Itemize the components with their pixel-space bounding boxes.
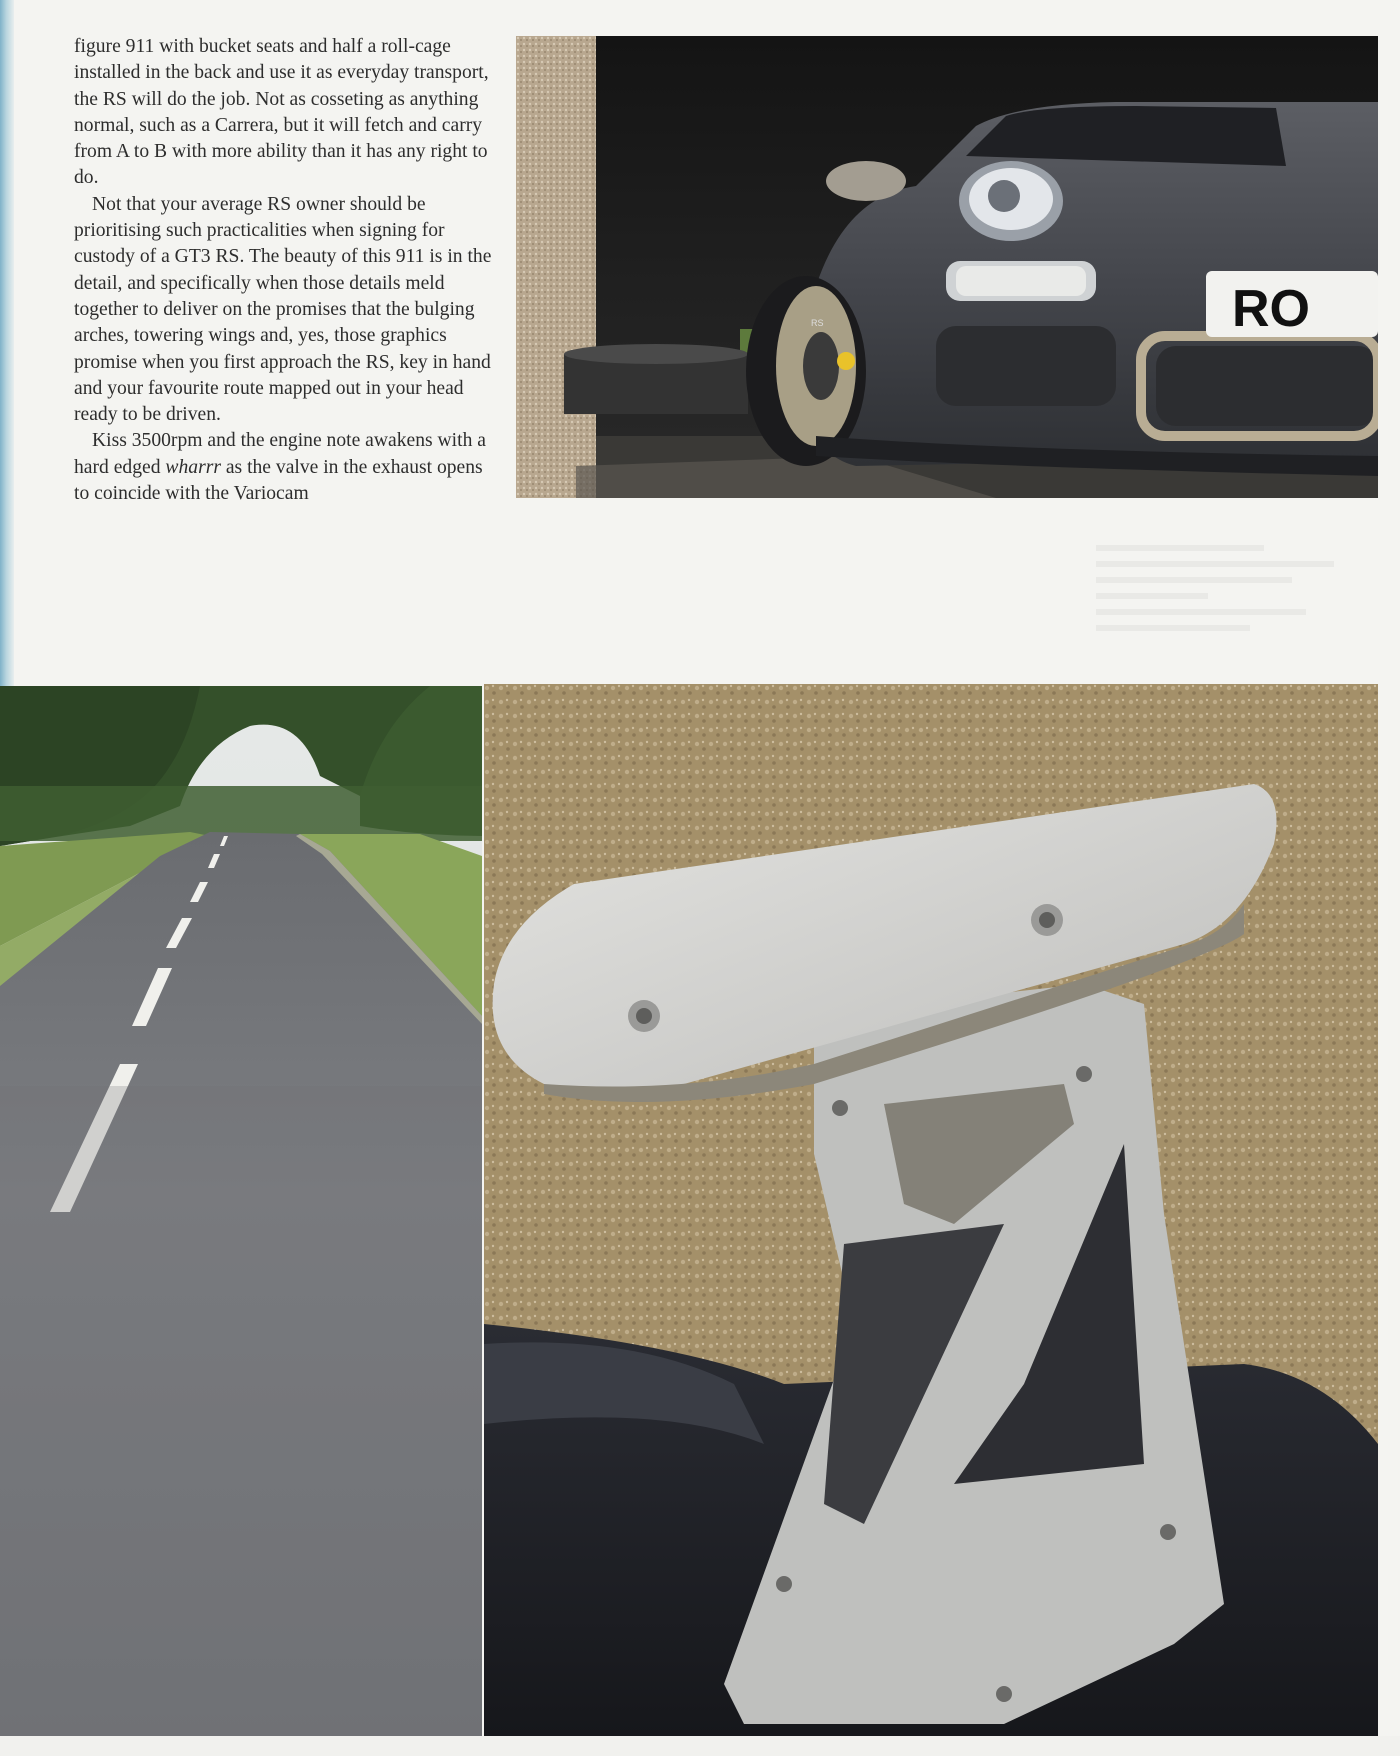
porsche-garage-image — [516, 36, 1378, 498]
article-paragraph-3 — [74, 428, 494, 507]
article-paragraph-1: figure 911 with bucket seats and half a roll-cage installed in the back and use it as everyday transport, the RS will do the job. Not as cosseting as anything normal, such as a Carrera, but it will fetch and carry from A to B with more ability than it has any right to do. — [74, 36, 489, 189]
plate-text: RO — [1232, 280, 1310, 338]
page-bottom-margin — [0, 1736, 1400, 1756]
article-paragraph-2: Not that your average RS owner should be prioritising such practicalities when signing for custody of a GT3 RS. The beauty of this 911 is in the detail, and specifically when those details meld together to deliver on the promises that the bulging arches, towering wings and, yes, those graphics promise when you first approach the RS, key in hand and your favourite route mapped out in your head ready to be driven. — [74, 193, 492, 426]
rear-wing-image — [484, 684, 1378, 1736]
article-body-text — [74, 34, 494, 507]
paragraph-3-end: as the valve in the exhaust opens to coincide with the Variocam — [74, 456, 483, 505]
bleed-through-caption — [1096, 535, 1376, 655]
paragraph-3-start: Kiss 3500rpm and the engine note awakens with a hard edged — [74, 430, 486, 478]
wheel-badge: RS — [811, 318, 824, 328]
paragraph-3-italic: wharrr — [165, 456, 221, 478]
rear-wing-photo — [484, 684, 1378, 1736]
country-road-photo — [0, 686, 482, 1736]
country-road-image — [0, 686, 482, 1736]
porsche-garage-photo — [516, 36, 1378, 498]
